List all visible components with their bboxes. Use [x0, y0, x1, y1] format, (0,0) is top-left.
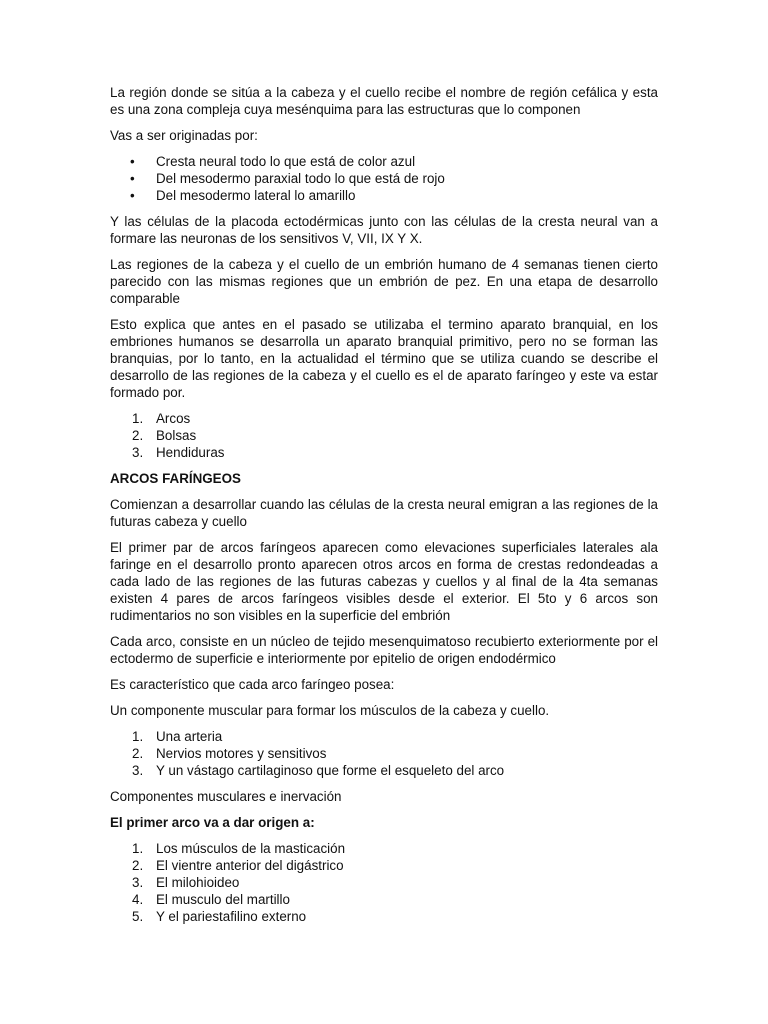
list-item — [110, 891, 658, 908]
paragraph-first-pair: El primer par de arcos faríngeos aparecen como elevaciones superficiales laterales ala faringe en el desarrollo pronto aparecen otros arcos en forma de crestas redondeadas a cada lado de las regiones de las futuras cabezas y cuellos y al final de la 4ta semanas existen 4 pares de arcos faríngeos visibles desde el exterior. El 5to y 6 arcos son rudimentarios no son visibles en la superficie del embrión — [110, 540, 658, 623]
list-number: 3. — [132, 875, 144, 890]
list-item — [110, 170, 658, 187]
list-number: 2. — [132, 746, 144, 761]
list-item — [110, 153, 658, 170]
bullet-icon: • — [130, 154, 135, 169]
list-number: 2. — [132, 428, 144, 443]
pharyngeal-components-list — [110, 410, 658, 461]
list-number: 1. — [132, 841, 144, 856]
paragraph-arch-core: Cada arco, consiste en un núcleo de tejido mesenquimatoso recubierto exteriormente por el ectodermo de superficie e interiormente por epitelio de origen endodérmico — [110, 634, 658, 666]
list-item — [110, 427, 658, 444]
list-number: 1. — [132, 729, 144, 744]
list-item-text: El vientre anterior del digástrico — [156, 858, 344, 873]
list-item-text: Cresta neural todo lo que está de color azul — [156, 154, 416, 169]
list-item — [110, 857, 658, 874]
paragraph-muscular-innervation: Componentes musculares e inervación — [110, 789, 342, 804]
document-page — [110, 84, 658, 934]
list-item-text: Los músculos de la masticación — [156, 841, 346, 856]
list-item — [110, 874, 658, 891]
paragraph-arch-features: Es característico que cada arco faríngeo posea: — [110, 677, 395, 692]
paragraph-muscular-component: Un componente muscular para formar los músculos de la cabeza y cuello. — [110, 703, 550, 718]
section-heading-arcos: ARCOS FARÍNGEOS — [110, 471, 241, 486]
list-item — [110, 410, 658, 427]
list-item — [110, 728, 658, 745]
list-item-text: Bolsas — [156, 428, 197, 443]
list-number: 3. — [132, 763, 144, 778]
paragraph-fish-comparison: Las regiones de la cabeza y el cuello de un embrión humano de 4 semanas tienen cierto parecido con las mismas regiones que un embrión de pez. En una etapa de desarrollo comparable — [110, 257, 658, 306]
list-item — [110, 187, 658, 204]
list-item — [110, 444, 658, 461]
list-item — [110, 762, 658, 779]
list-item — [110, 745, 658, 762]
list-number: 5. — [132, 909, 144, 924]
list-item — [110, 908, 658, 925]
list-number: 2. — [132, 858, 144, 873]
list-item-text: Una arteria — [156, 729, 223, 744]
list-item-text: Arcos — [156, 411, 191, 426]
bullet-icon: • — [130, 171, 135, 186]
paragraph-development-start: Comienzan a desarrollar cuando las células de la cresta neural emigran a las regiones de la futuras cabeza y cuello — [110, 497, 658, 529]
bullet-icon: • — [130, 188, 135, 203]
list-item-text: Y el pariestafilino externo — [156, 909, 307, 924]
paragraph-placode: Y las células de la placoda ectodérmicas junto con las células de la cresta neural van a formare las neuronas de los sensitivos V, VII, IX Y X. — [110, 214, 658, 246]
origin-bullet-list — [110, 153, 658, 204]
list-number: 3. — [132, 445, 144, 460]
list-number: 4. — [132, 892, 144, 907]
first-arch-derivatives-list — [110, 840, 658, 925]
list-item-text: Del mesodermo paraxial todo lo que está de rojo — [156, 171, 445, 186]
list-number: 1. — [132, 411, 144, 426]
paragraph-branchial-apparatus: Esto explica que antes en el pasado se utilizaba el termino aparato branquial, en los embriones humanos se desarrolla un aparato branquial primitivo, pero no se forman las branquias, por lo tanto, en la actualidad el término que se utiliza cuando se describe el desarrollo de las regiones de la cabeza y el cuello es el de aparato faríngeo y este va estar formado por. — [110, 317, 658, 400]
section-heading-first-arch: El primer arco va a dar origen a: — [110, 815, 315, 830]
list-item — [110, 840, 658, 857]
list-item-text: Nervios motores y sensitivos — [156, 746, 327, 761]
paragraph-cephalic-region: La región donde se sitúa a la cabeza y el cuello recibe el nombre de región cefálica y esta es una zona compleja cuya mesénquima para las estructuras que lo componen — [110, 85, 658, 117]
list-item-text: El musculo del martillo — [156, 892, 290, 907]
list-item-text: El milohioideo — [156, 875, 240, 890]
list-item-text: Del mesodermo lateral lo amarillo — [156, 188, 356, 203]
arch-features-list — [110, 728, 658, 779]
list-item-text: Hendiduras — [156, 445, 225, 460]
list-item-text: Y un vástago cartilaginoso que forme el esqueleto del arco — [156, 763, 505, 778]
paragraph-origin-intro: Vas a ser originadas por: — [110, 128, 258, 143]
